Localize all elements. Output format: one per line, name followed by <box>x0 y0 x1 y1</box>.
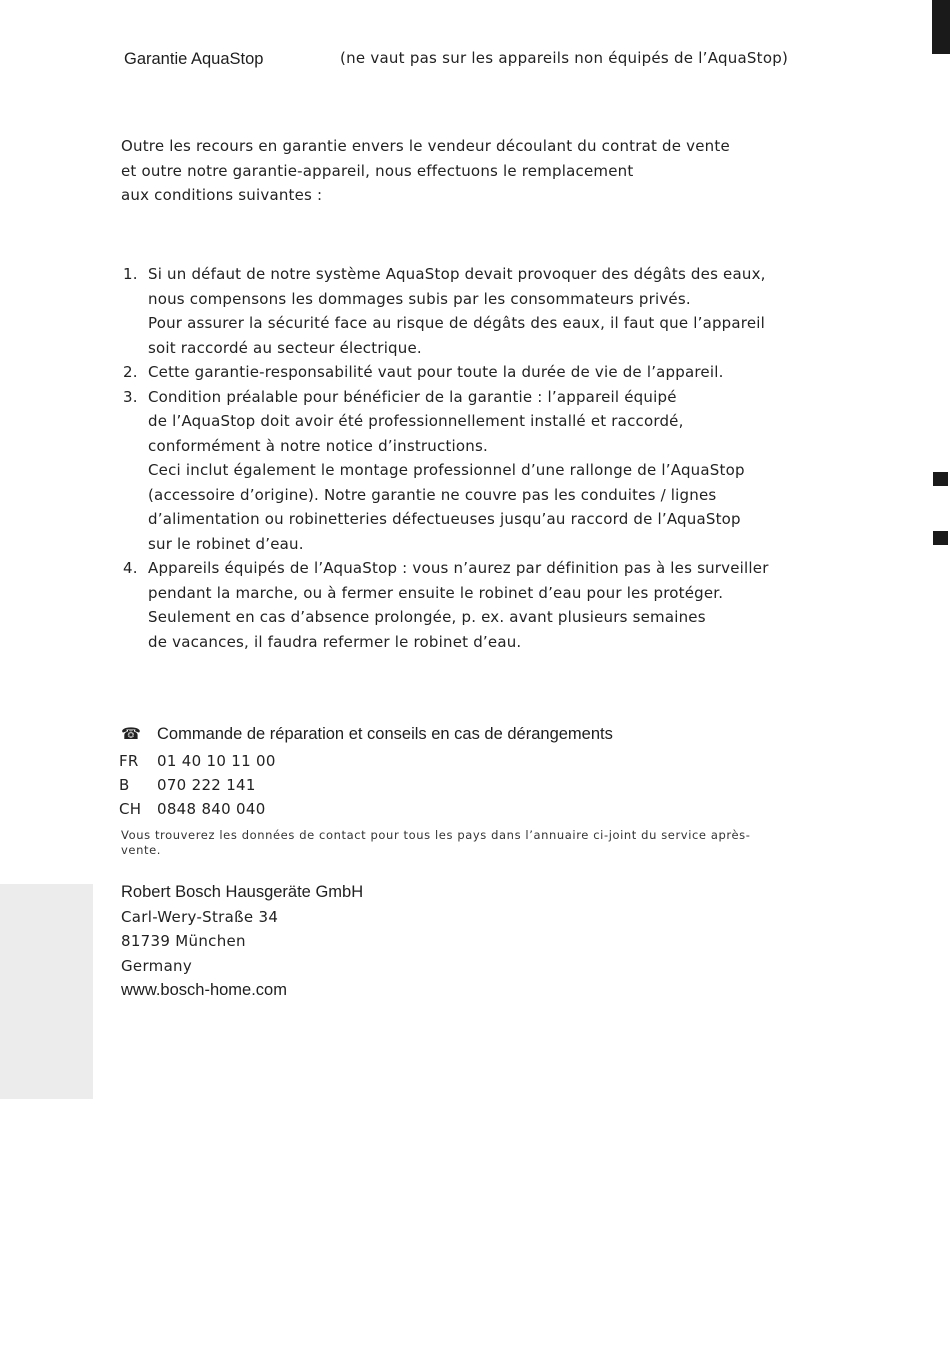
condition-item <box>121 360 901 385</box>
condition-number: 3. <box>123 387 138 406</box>
condition-line: d’alimentation ou robinetteries défectueuses jusqu’au raccord de l’AquaStop <box>148 510 741 528</box>
page-edge-tab <box>932 0 950 54</box>
condition-item <box>121 556 901 654</box>
phone-number: 070 222 141 <box>157 776 256 795</box>
edge-marker <box>933 472 948 486</box>
condition-line: (accessoire d’origine). Notre garantie ne couvre pas les conduites / lignes <box>148 485 717 504</box>
condition-line: Seulement en cas d’absence prolongée, p. ex. avant plusieurs semaines <box>148 608 706 626</box>
phone-number: 01 40 10 11 00 <box>157 752 276 770</box>
condition-line: soit raccordé au secteur électrique. <box>148 338 422 357</box>
intro-paragraph <box>121 134 821 208</box>
country-code: FR <box>119 752 139 770</box>
condition-line: de vacances, il faudra refermer le robinet d’eau. <box>148 632 522 651</box>
intro-line: Outre les recours en garantie envers le vendeur découlant du contrat de vente <box>121 137 730 155</box>
condition-line: pendant la marche, ou à fermer ensuite le robinet d’eau pour les protéger. <box>148 583 724 602</box>
edge-marker <box>933 531 948 545</box>
page-title: Garantie AquaStop <box>124 50 264 68</box>
condition-line: sur le robinet d’eau. <box>148 534 304 553</box>
address-country: Germany <box>121 956 193 975</box>
address-street: Carl-Wery-Straße 34 <box>121 907 279 926</box>
website-link[interactable]: www.bosch-home.com <box>121 981 287 999</box>
country-code: CH <box>119 800 142 819</box>
company-address <box>121 880 363 1003</box>
condition-line: nous compensons les dommages subis par les consommateurs privés. <box>148 289 691 308</box>
condition-line: Si un défaut de notre système AquaStop devait provoquer des dégâts des eaux, <box>148 265 766 283</box>
condition-number: 4. <box>123 559 138 577</box>
condition-line: conformément à notre notice d’instructions. <box>148 436 488 455</box>
condition-number: 1. <box>123 265 138 283</box>
condition-line: Appareils équipés de l’AquaStop : vous n’aurez par définition pas à les surveiller <box>148 559 769 577</box>
company-name: Robert Bosch Hausgeräte GmbH <box>121 883 364 901</box>
condition-item <box>121 385 901 557</box>
condition-item <box>121 262 901 360</box>
intro-line: et outre notre garantie-appareil, nous effectuons le remplacement <box>121 161 634 180</box>
telephone-icon: ☎ <box>121 724 141 743</box>
condition-line: Pour assurer la sécurité face au risque de dégâts des eaux, il faut que l’appareil <box>148 314 765 332</box>
condition-line: Ceci inclut également le montage professionnel d’une rallonge de l’AquaStop <box>148 461 745 479</box>
side-panel <box>0 884 93 1099</box>
address-city: 81739 München <box>121 932 246 950</box>
condition-line: de l’AquaStop doit avoir été professionnellement installé et raccordé, <box>148 412 684 430</box>
condition-line: Cette garantie-responsabilité vaut pour toute la durée de vie de l’appareil. <box>148 363 724 381</box>
condition-number: 2. <box>123 363 138 381</box>
conditions-list <box>121 262 901 654</box>
intro-line: aux conditions suivantes : <box>121 186 323 205</box>
directory-note: Vous trouverez les données de contact pour tous les pays dans l’annuaire ci-joint du service après-vente. <box>121 828 751 857</box>
condition-line: Condition préalable pour bénéficier de la garantie : l’appareil équipé <box>148 387 677 406</box>
phone-number: 0848 840 040 <box>157 800 266 819</box>
header-note: (ne vaut pas sur les appareils non équipés de l’AquaStop) <box>340 49 789 67</box>
country-code: B <box>119 776 130 795</box>
contact-heading: Commande de réparation et conseils en cas de dérangements <box>157 725 613 743</box>
